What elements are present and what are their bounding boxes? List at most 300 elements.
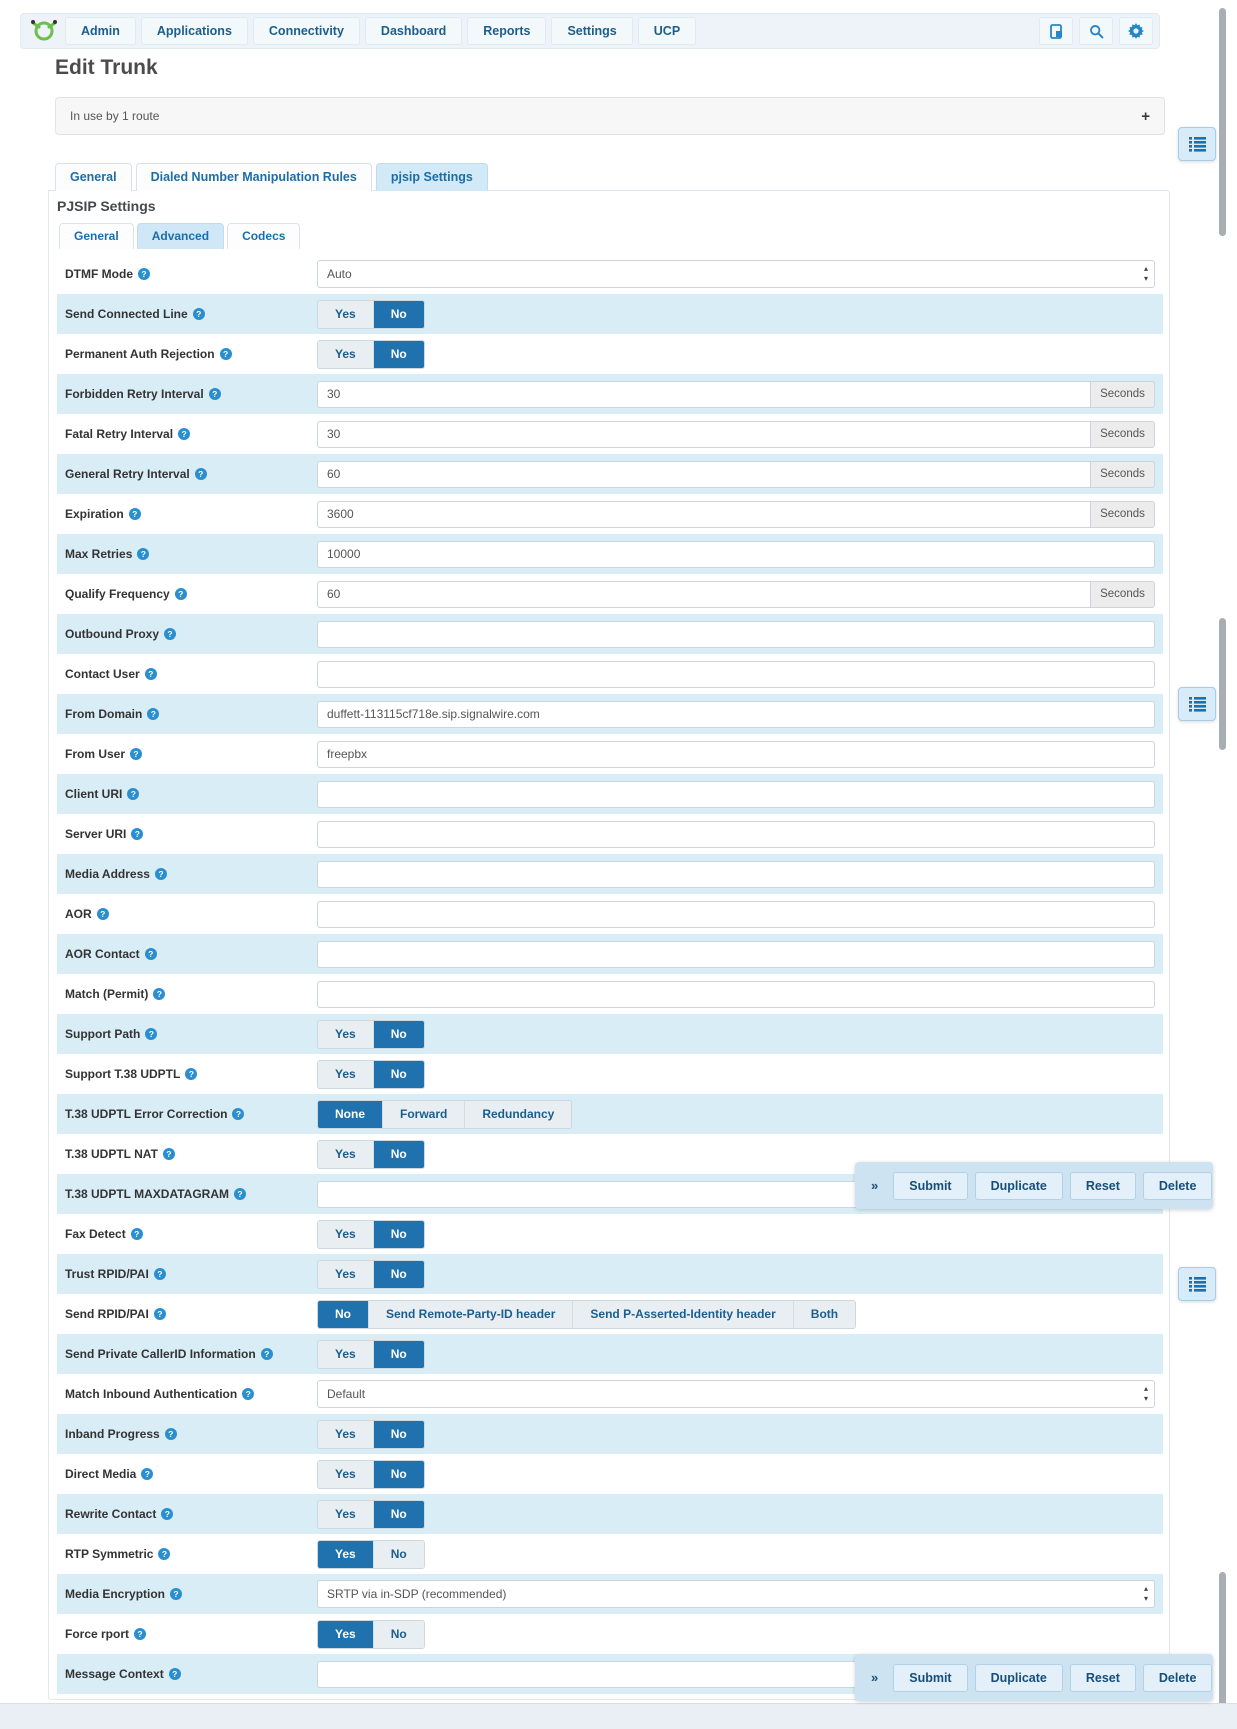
select-value: Default <box>327 1387 366 1401</box>
select-value: SRTP via in-SDP (recommended) <box>327 1587 507 1601</box>
pjsip-settings-panel <box>48 190 1170 1700</box>
help-icon[interactable]: ? <box>130 748 142 760</box>
in-use-notice[interactable] <box>55 97 1165 135</box>
field-label-text: Contact User <box>65 667 140 681</box>
help-icon[interactable]: ? <box>145 668 157 680</box>
field-label <box>65 1267 317 1281</box>
help-icon[interactable]: ? <box>242 1388 254 1400</box>
help-icon[interactable]: ? <box>131 1228 143 1240</box>
help-icon[interactable]: ? <box>170 1588 182 1600</box>
nav-item-settings[interactable]: Settings <box>551 17 632 45</box>
input-outbound-proxy[interactable] <box>317 621 1155 648</box>
toggle-option[interactable]: Send Remote-Party-ID header <box>369 1301 573 1328</box>
toggle-group <box>317 1500 425 1529</box>
field-label-text: Qualify Frequency <box>65 587 170 601</box>
field-label <box>65 387 317 401</box>
quick-nav-list-button[interactable] <box>1178 127 1216 161</box>
nav-item-dashboard[interactable]: Dashboard <box>365 17 462 45</box>
field-control <box>317 1220 1155 1249</box>
toggle-option[interactable]: Redundancy <box>465 1101 571 1128</box>
field-label <box>65 1627 317 1641</box>
scrollbar-thumb[interactable] <box>1219 8 1226 236</box>
input-qualify-frequency[interactable] <box>317 581 1091 608</box>
toggle-option[interactable]: Yes <box>318 1341 374 1368</box>
field-label <box>65 907 317 921</box>
input-from-user[interactable] <box>317 741 1155 768</box>
form-row <box>57 1494 1163 1534</box>
help-icon[interactable]: ? <box>220 348 232 360</box>
toggle-option[interactable]: Yes <box>318 1501 374 1528</box>
field-control <box>317 1540 1155 1569</box>
form-row <box>57 1334 1163 1374</box>
help-icon[interactable]: ? <box>165 1428 177 1440</box>
help-icon[interactable]: ? <box>175 588 187 600</box>
field-label <box>65 1147 317 1161</box>
toggle-option[interactable]: Forward <box>383 1101 465 1128</box>
help-icon[interactable]: ? <box>163 1148 175 1160</box>
form-row <box>57 454 1163 494</box>
field-label-text: Send Private CallerID Information <box>65 1347 256 1361</box>
field-label-text: Message Context <box>65 1667 164 1681</box>
toggle-option[interactable]: Yes <box>318 1421 374 1448</box>
field-label <box>65 1227 317 1241</box>
help-icon[interactable]: ? <box>141 1468 153 1480</box>
duplicate-button[interactable]: Duplicate <box>975 1664 1063 1692</box>
form-row <box>57 974 1163 1014</box>
toggle-group <box>317 1420 425 1449</box>
unit-suffix: Seconds <box>1091 501 1155 528</box>
toolbar-expand-icon[interactable]: » <box>871 1670 879 1685</box>
field-control <box>317 821 1155 848</box>
field-label-text: Send RPID/PAI <box>65 1307 149 1321</box>
field-label <box>65 1427 317 1441</box>
field-control <box>317 1500 1155 1529</box>
delete-button[interactable]: Delete <box>1143 1172 1213 1200</box>
field-control <box>317 1460 1155 1489</box>
field-label <box>65 707 317 721</box>
field-label-text: DTMF Mode <box>65 267 133 281</box>
field-label <box>65 947 317 961</box>
input-forbidden-retry-interval[interactable] <box>317 381 1091 408</box>
field-label-text: Inband Progress <box>65 1427 160 1441</box>
toggle-group <box>317 1540 425 1569</box>
form-row <box>57 694 1163 734</box>
toggle-option[interactable]: Yes <box>318 1461 374 1488</box>
field-control <box>317 1060 1155 1089</box>
form-row <box>57 734 1163 774</box>
field-label <box>65 1547 317 1561</box>
field-control <box>317 941 1155 968</box>
reset-button[interactable]: Reset <box>1070 1172 1136 1200</box>
toggle-option[interactable]: No <box>374 1021 424 1048</box>
field-label-text: Media Encryption <box>65 1587 166 1601</box>
toggle-option[interactable]: No <box>374 301 424 328</box>
panel-title: PJSIP Settings <box>57 198 156 214</box>
search-icon[interactable] <box>1079 17 1113 45</box>
field-label <box>65 747 317 761</box>
notice-text: In use by 1 route <box>70 109 160 123</box>
form-row <box>57 1454 1163 1494</box>
field-control <box>317 1100 1155 1129</box>
form-row <box>57 894 1163 934</box>
field-label <box>65 427 317 441</box>
select-media-encryption[interactable] <box>317 1580 1155 1608</box>
toggle-group <box>317 1260 425 1289</box>
field-label <box>65 1307 317 1321</box>
field-label <box>65 587 317 601</box>
form-row <box>57 1254 1163 1294</box>
field-label <box>65 267 317 281</box>
field-label-text: T.38 UDPTL NAT <box>65 1147 158 1161</box>
input-contact-user[interactable] <box>317 661 1155 688</box>
tab-general[interactable]: General <box>55 163 132 191</box>
field-label <box>65 1387 317 1401</box>
field-control <box>317 1620 1155 1649</box>
field-label <box>65 1107 317 1121</box>
field-label <box>65 1027 317 1041</box>
submit-button[interactable]: Submit <box>893 1172 967 1200</box>
form-row <box>57 1414 1163 1454</box>
field-control <box>317 340 1155 369</box>
form-row <box>57 414 1163 454</box>
form-row <box>57 494 1163 534</box>
toggle-group <box>317 1460 425 1489</box>
help-icon[interactable]: ? <box>147 708 159 720</box>
field-label-text: AOR <box>65 907 92 921</box>
field-label <box>65 547 317 561</box>
subtab-advanced[interactable]: Advanced <box>137 223 224 249</box>
form-row <box>57 614 1163 654</box>
field-control <box>317 1420 1155 1449</box>
scrollbar-thumb[interactable] <box>1219 1572 1226 1706</box>
list-icon <box>1189 1277 1206 1292</box>
tab-pjsip-settings[interactable]: pjsip Settings <box>376 163 488 191</box>
help-icon[interactable]: ? <box>127 788 139 800</box>
reset-button[interactable]: Reset <box>1070 1664 1136 1692</box>
toggle-group <box>317 300 425 329</box>
submit-button[interactable]: Submit <box>893 1664 967 1692</box>
subtab-codecs[interactable]: Codecs <box>227 223 300 249</box>
field-label-text: Client URI <box>65 787 123 801</box>
input-media-address[interactable] <box>317 861 1155 888</box>
field-control <box>317 781 1155 808</box>
field-control <box>317 1380 1155 1408</box>
nav-items <box>65 17 701 45</box>
field-control <box>317 1580 1155 1608</box>
field-label-text: From Domain <box>65 707 143 721</box>
form-row <box>57 1534 1163 1574</box>
field-control <box>317 381 1155 408</box>
input-aor[interactable] <box>317 901 1155 928</box>
field-label-text: Rewrite Contact <box>65 1507 157 1521</box>
help-icon[interactable]: ? <box>145 948 157 960</box>
field-control <box>317 661 1155 688</box>
field-label <box>65 1507 317 1521</box>
toggle-option[interactable]: No <box>374 1501 424 1528</box>
field-control <box>317 1260 1155 1289</box>
field-label <box>65 1347 317 1361</box>
help-icon[interactable]: ? <box>209 388 221 400</box>
tab-dialed-number-manipulation-rules[interactable]: Dialed Number Manipulation Rules <box>136 163 372 191</box>
list-icon <box>1189 137 1206 152</box>
help-icon[interactable]: ? <box>153 988 165 1000</box>
form-row <box>57 254 1163 294</box>
field-label-text: AOR Contact <box>65 947 140 961</box>
input-fatal-retry-interval[interactable] <box>317 421 1091 448</box>
help-icon[interactable]: ? <box>261 1348 273 1360</box>
field-label-text: Match (Permit) <box>65 987 149 1001</box>
toggle-option[interactable]: No <box>374 1621 424 1648</box>
toolbar-expand-icon[interactable]: » <box>871 1178 879 1193</box>
nav-item-connectivity[interactable]: Connectivity <box>253 17 360 45</box>
toggle-group <box>317 1020 425 1049</box>
field-label-text: T.38 UDPTL Error Correction <box>65 1107 228 1121</box>
select-stepper-icon: ▴ ▾ <box>1143 1384 1148 1403</box>
form-row <box>57 854 1163 894</box>
unit-suffix: Seconds <box>1091 461 1155 488</box>
help-icon[interactable]: ? <box>169 1668 181 1680</box>
form-row <box>57 574 1163 614</box>
help-icon[interactable]: ? <box>145 1028 157 1040</box>
trunk-tabs <box>55 163 492 191</box>
field-label-text: Direct Media <box>65 1467 137 1481</box>
duplicate-button[interactable]: Duplicate <box>975 1172 1063 1200</box>
form-row <box>57 774 1163 814</box>
form-row <box>57 334 1163 374</box>
field-control <box>317 981 1155 1008</box>
field-label-text: Send Connected Line <box>65 307 188 321</box>
toggle-option[interactable]: No <box>318 1301 369 1328</box>
form-row <box>57 814 1163 854</box>
form-row <box>57 374 1163 414</box>
field-label <box>65 347 317 361</box>
nav-item-reports[interactable]: Reports <box>467 17 546 45</box>
field-label-text: Match Inbound Authentication <box>65 1387 238 1401</box>
toggle-option[interactable]: No <box>374 1341 424 1368</box>
field-label-text: From User <box>65 747 126 761</box>
field-label <box>65 1587 317 1601</box>
help-icon[interactable]: ? <box>193 308 205 320</box>
form-row <box>57 1094 1163 1134</box>
clipboard-icon[interactable] <box>1039 17 1073 45</box>
form-row <box>57 934 1163 974</box>
field-control <box>317 461 1155 488</box>
toggle-option[interactable]: No <box>374 1261 424 1288</box>
field-label-text: Trust RPID/PAI <box>65 1267 149 1281</box>
field-label-text: Fax Detect <box>65 1227 126 1241</box>
help-icon[interactable]: ? <box>129 508 141 520</box>
help-icon[interactable]: ? <box>164 628 176 640</box>
field-label <box>65 307 317 321</box>
toggle-option[interactable]: None <box>318 1101 383 1128</box>
field-label-text: Max Retries <box>65 547 133 561</box>
gear-icon[interactable] <box>1119 17 1153 45</box>
field-label <box>65 1467 317 1481</box>
field-control <box>317 1300 1155 1329</box>
freepbx-logo <box>29 16 59 46</box>
toggle-option[interactable]: No <box>374 1061 424 1088</box>
field-control <box>317 260 1155 288</box>
form-row <box>57 294 1163 334</box>
scrollbar-thumb[interactable] <box>1219 618 1226 750</box>
help-icon[interactable]: ? <box>234 1188 246 1200</box>
unit-suffix: Seconds <box>1091 381 1155 408</box>
field-label-text: Support Path <box>65 1027 141 1041</box>
toggle-option[interactable]: Yes <box>318 1221 374 1248</box>
field-control <box>317 901 1155 928</box>
toggle-group <box>317 1060 425 1089</box>
subtab-general[interactable]: General <box>59 223 134 249</box>
help-icon[interactable]: ? <box>97 908 109 920</box>
field-control <box>317 621 1155 648</box>
select-value: Auto <box>327 267 352 281</box>
nav-item-ucp[interactable]: UCP <box>638 17 696 45</box>
delete-button[interactable]: Delete <box>1143 1664 1213 1692</box>
field-control <box>317 581 1155 608</box>
input-aor-contact[interactable] <box>317 941 1155 968</box>
help-icon[interactable]: ? <box>154 1268 166 1280</box>
quick-nav-list-button[interactable] <box>1178 687 1216 721</box>
toggle-option[interactable]: Yes <box>318 1021 374 1048</box>
field-label <box>65 467 317 481</box>
field-label-text: Force rport <box>65 1627 130 1641</box>
help-icon[interactable]: ? <box>178 428 190 440</box>
help-icon[interactable]: ? <box>131 828 143 840</box>
field-control <box>317 861 1155 888</box>
field-control <box>317 741 1155 768</box>
form-row <box>57 654 1163 694</box>
toggle-option[interactable]: No <box>374 1421 424 1448</box>
field-label <box>65 507 317 521</box>
nav-item-applications[interactable]: Applications <box>141 17 248 45</box>
pjsip-subtabs <box>59 223 303 249</box>
form-row <box>57 1374 1163 1414</box>
nav-item-admin[interactable]: Admin <box>65 17 136 45</box>
list-icon <box>1189 697 1206 712</box>
form-row <box>57 1294 1163 1334</box>
help-icon[interactable]: ? <box>161 1508 173 1520</box>
input-client-uri[interactable] <box>317 781 1155 808</box>
field-label-text: Server URI <box>65 827 127 841</box>
expand-plus-icon[interactable]: + <box>1141 107 1150 125</box>
field-label-text: T.38 UDPTL MAXDATAGRAM <box>65 1187 230 1201</box>
toggle-group <box>317 1300 856 1329</box>
help-icon[interactable]: ? <box>232 1108 244 1120</box>
field-label <box>65 1067 317 1081</box>
page-title: Edit Trunk <box>55 56 158 79</box>
floating-action-toolbar <box>855 1162 1213 1209</box>
field-control <box>317 541 1155 568</box>
field-label-text: Expiration <box>65 507 124 521</box>
input-max-retries[interactable] <box>317 541 1155 568</box>
field-label <box>65 827 317 841</box>
toggle-group <box>317 1620 425 1649</box>
field-label-text: Media Address <box>65 867 150 881</box>
field-label <box>65 1187 317 1201</box>
field-label <box>65 987 317 1001</box>
toggle-group <box>317 1340 425 1369</box>
toggle-option[interactable]: No <box>374 1541 424 1568</box>
field-label <box>65 787 317 801</box>
select-dtmf-mode[interactable] <box>317 260 1155 288</box>
help-icon[interactable]: ? <box>195 468 207 480</box>
unit-suffix: Seconds <box>1091 581 1155 608</box>
toggle-option[interactable]: No <box>374 1141 424 1168</box>
input-server-uri[interactable] <box>317 821 1155 848</box>
toggle-group <box>317 1140 425 1169</box>
toggle-group <box>317 1220 425 1249</box>
form-row <box>57 1054 1163 1094</box>
input-from-domain[interactable] <box>317 701 1155 728</box>
form-row <box>57 1014 1163 1054</box>
help-icon[interactable]: ? <box>155 868 167 880</box>
toggle-option[interactable]: Yes <box>318 1621 374 1648</box>
nav-right-icons <box>1039 17 1153 45</box>
toggle-option[interactable]: No <box>374 341 424 368</box>
help-icon[interactable]: ? <box>134 1628 146 1640</box>
help-icon[interactable]: ? <box>158 1548 170 1560</box>
field-label <box>65 1667 317 1681</box>
toggle-group <box>317 1100 572 1129</box>
field-label-text: RTP Symmetric <box>65 1547 154 1561</box>
form-row <box>57 534 1163 574</box>
field-label <box>65 627 317 641</box>
toggle-option[interactable]: Both <box>794 1301 855 1328</box>
input-general-retry-interval[interactable] <box>317 461 1091 488</box>
field-label <box>65 867 317 881</box>
footer-band <box>0 1703 1237 1729</box>
floating-action-toolbar <box>855 1654 1213 1701</box>
toggle-option[interactable]: Yes <box>318 1541 374 1568</box>
field-label-text: Forbidden Retry Interval <box>65 387 204 401</box>
form-row <box>57 1214 1163 1254</box>
field-label-text: Support T.38 UDPTL <box>65 1067 181 1081</box>
help-icon[interactable]: ? <box>138 268 150 280</box>
field-control <box>317 421 1155 448</box>
field-label-text: General Retry Interval <box>65 467 190 481</box>
top-navbar <box>20 13 1160 49</box>
quick-nav-list-button[interactable] <box>1178 1267 1216 1301</box>
toggle-option[interactable]: No <box>374 1221 424 1248</box>
field-label-text: Fatal Retry Interval <box>65 427 174 441</box>
toggle-option[interactable]: Yes <box>318 301 374 328</box>
input-match-permit-[interactable] <box>317 981 1155 1008</box>
help-icon[interactable]: ? <box>185 1068 197 1080</box>
toggle-option[interactable]: Yes <box>318 1141 374 1168</box>
field-control <box>317 1340 1155 1369</box>
toggle-option[interactable]: Yes <box>318 1261 374 1288</box>
select-stepper-icon: ▴ ▾ <box>1143 264 1148 283</box>
settings-form <box>57 254 1163 1694</box>
unit-suffix: Seconds <box>1091 421 1155 448</box>
field-control <box>317 1020 1155 1049</box>
help-icon[interactable]: ? <box>154 1308 166 1320</box>
form-row <box>57 1614 1163 1654</box>
toggle-option[interactable]: Yes <box>318 341 374 368</box>
toggle-option[interactable]: Send P-Asserted-Identity header <box>573 1301 793 1328</box>
select-match-inbound-authentication[interactable] <box>317 1380 1155 1408</box>
toggle-option[interactable]: Yes <box>318 1061 374 1088</box>
field-control <box>317 701 1155 728</box>
input-expiration[interactable] <box>317 501 1091 528</box>
field-label <box>65 667 317 681</box>
toggle-group <box>317 340 425 369</box>
form-row <box>57 1574 1163 1614</box>
select-stepper-icon: ▴ ▾ <box>1143 1584 1148 1603</box>
toggle-option[interactable]: No <box>374 1461 424 1488</box>
help-icon[interactable]: ? <box>137 548 149 560</box>
field-control <box>317 300 1155 329</box>
